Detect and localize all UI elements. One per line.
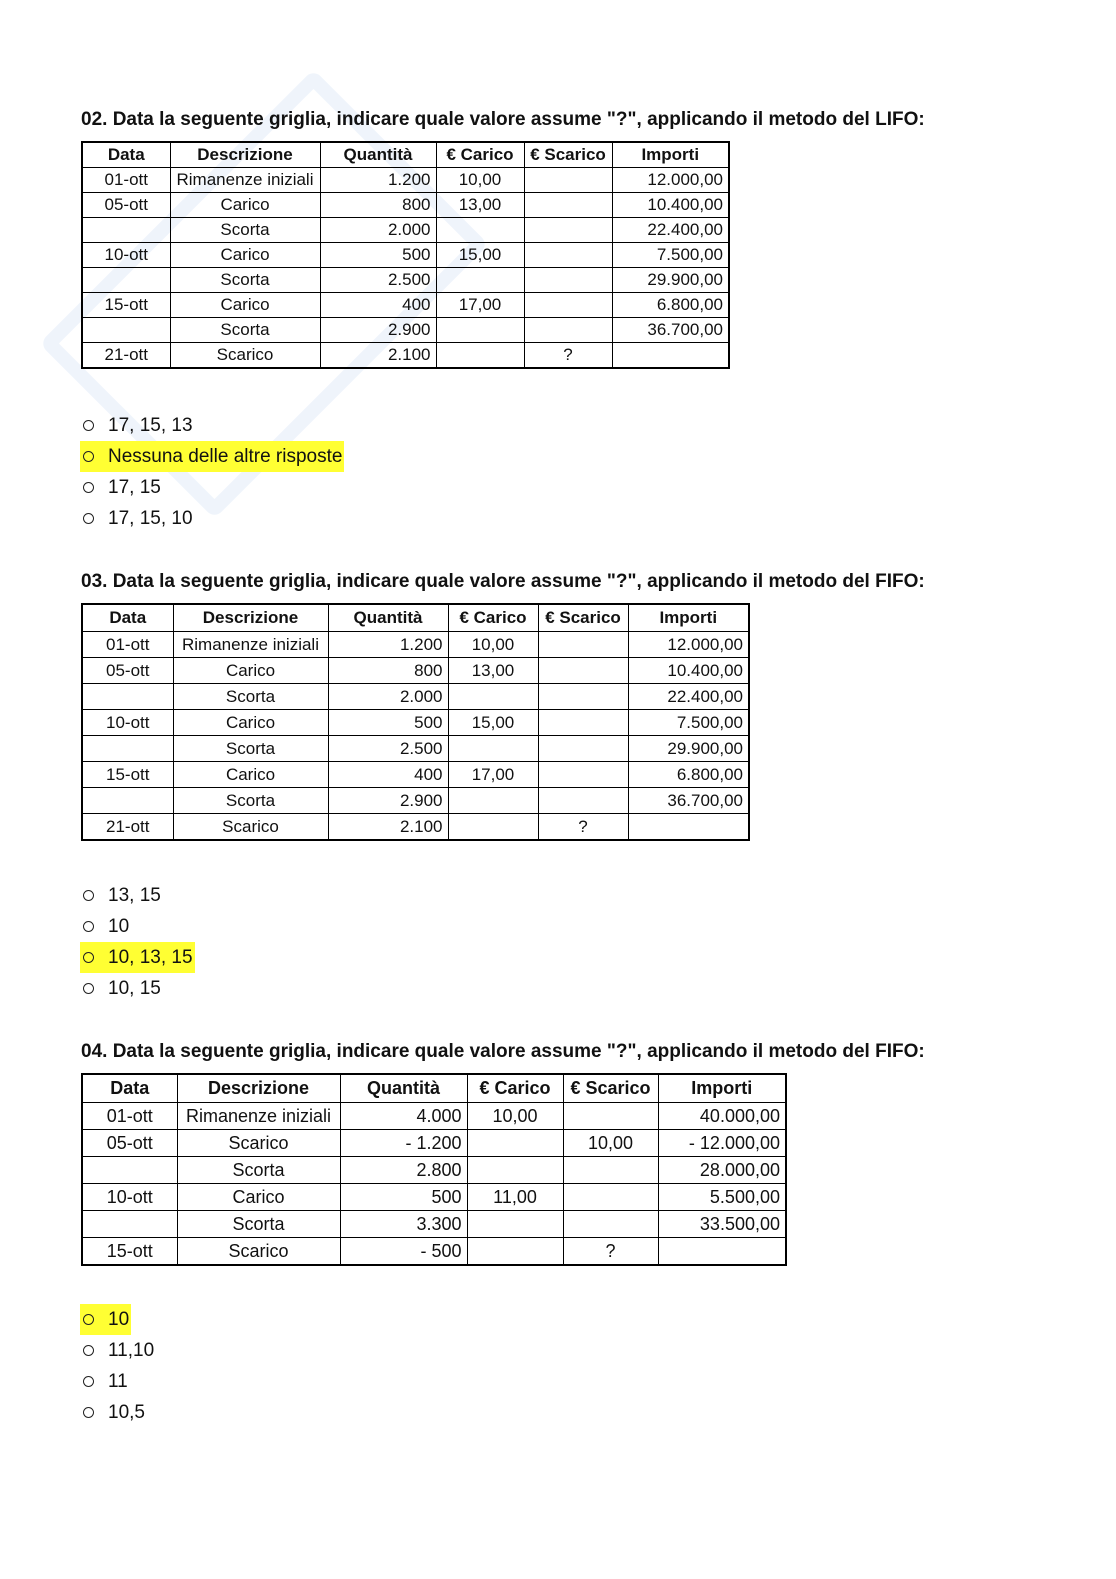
cell-quantita: 4.000	[340, 1103, 467, 1130]
header-cell: € Carico	[436, 142, 524, 168]
cell-descrizione: Scarico	[177, 1238, 340, 1266]
table-row	[82, 684, 749, 710]
cell-carico	[467, 1157, 563, 1184]
question-title: 04. Data la seguente griglia, indicare quale valore assume "?", applicando il metodo del FIFO:	[81, 1041, 925, 1062]
cell-descrizione: Scarico	[177, 1130, 340, 1157]
header-cell: Descrizione	[173, 604, 328, 632]
table-header-row	[82, 604, 749, 632]
cell-scarico	[538, 658, 628, 684]
header-cell: Descrizione	[170, 142, 320, 168]
radio-bullet-icon	[83, 952, 94, 963]
cell-scarico: ?	[563, 1238, 658, 1266]
cell-data: 15-ott	[82, 293, 170, 318]
cell-quantita: 400	[328, 762, 448, 788]
answer-options-02	[80, 410, 344, 534]
cell-scarico	[538, 736, 628, 762]
table-row	[82, 343, 729, 369]
cell-scarico: 10,00	[563, 1130, 658, 1157]
cell-quantita: 2.500	[328, 736, 448, 762]
answer-option[interactable]	[80, 911, 195, 942]
cell-carico	[436, 318, 524, 343]
option-label: 17, 15	[108, 477, 161, 498]
option-label: 10	[108, 916, 130, 937]
cell-importi: 5.500,00	[658, 1184, 786, 1211]
cell-descrizione: Carico	[173, 658, 328, 684]
cell-data: 21-ott	[82, 814, 173, 841]
radio-bullet-icon	[83, 482, 94, 493]
cell-data	[82, 684, 173, 710]
cell-descrizione: Carico	[170, 293, 320, 318]
cell-data	[82, 736, 173, 762]
cell-descrizione: Rimanenze iniziali	[173, 632, 328, 658]
cell-importi	[658, 1238, 786, 1266]
cell-data: 10-ott	[82, 710, 173, 736]
cell-data	[82, 788, 173, 814]
cell-scarico	[563, 1184, 658, 1211]
cell-importi: 12.000,00	[612, 168, 729, 193]
cell-carico	[448, 788, 538, 814]
cell-descrizione: Scarico	[170, 343, 320, 369]
cell-importi: 10.400,00	[628, 658, 749, 684]
cell-carico: 11,00	[467, 1184, 563, 1211]
cell-descrizione: Scorta	[173, 684, 328, 710]
header-cell: Quantità	[340, 1074, 467, 1103]
cell-importi: 28.000,00	[658, 1157, 786, 1184]
cell-scarico	[524, 168, 612, 193]
header-cell: Data	[82, 1074, 177, 1103]
radio-bullet-icon	[83, 451, 94, 462]
cell-carico: 15,00	[448, 710, 538, 736]
cell-quantita: 2.000	[320, 218, 436, 243]
cell-carico: 13,00	[436, 193, 524, 218]
answer-options-03	[80, 880, 195, 1004]
cell-carico: 10,00	[467, 1103, 563, 1130]
cell-quantita: 2.500	[320, 268, 436, 293]
radio-bullet-icon	[83, 890, 94, 901]
cell-carico: 10,00	[436, 168, 524, 193]
answer-option[interactable]	[80, 472, 344, 503]
header-cell: Quantità	[320, 142, 436, 168]
answer-option[interactable]	[80, 1397, 156, 1428]
cell-carico: 13,00	[448, 658, 538, 684]
cell-data	[82, 1157, 177, 1184]
answer-option[interactable]	[80, 503, 344, 534]
cell-importi: 29.900,00	[612, 268, 729, 293]
cell-importi: 10.400,00	[612, 193, 729, 218]
cell-quantita: 500	[340, 1184, 467, 1211]
cell-importi	[612, 343, 729, 369]
cell-data: 15-ott	[82, 762, 173, 788]
answer-option[interactable]	[80, 410, 344, 441]
option-label: 10	[108, 1309, 130, 1330]
cell-quantita: 1.200	[320, 168, 436, 193]
cell-data: 21-ott	[82, 343, 170, 369]
cell-data: 01-ott	[82, 632, 173, 658]
cell-importi: 6.800,00	[612, 293, 729, 318]
cell-importi: 12.000,00	[628, 632, 749, 658]
header-cell: Importi	[658, 1074, 786, 1103]
cell-importi: 7.500,00	[628, 710, 749, 736]
cell-descrizione: Scorta	[170, 318, 320, 343]
header-cell: € Carico	[448, 604, 538, 632]
cell-data	[82, 1211, 177, 1238]
cell-data: 15-ott	[82, 1238, 177, 1266]
answer-option[interactable]	[80, 1335, 156, 1366]
cell-scarico	[563, 1211, 658, 1238]
table-row	[82, 168, 729, 193]
question-02	[81, 109, 925, 369]
table-row	[82, 1211, 786, 1238]
cell-carico: 17,00	[436, 293, 524, 318]
radio-bullet-icon	[83, 1345, 94, 1356]
header-cell: Data	[82, 142, 170, 168]
question-title: 02. Data la seguente griglia, indicare quale valore assume "?", applicando il metodo del LIFO:	[81, 109, 925, 130]
option-label: 10,5	[108, 1402, 145, 1423]
cell-data: 10-ott	[82, 1184, 177, 1211]
cell-carico	[467, 1238, 563, 1266]
header-cell: Data	[82, 604, 173, 632]
answer-option[interactable]	[80, 973, 195, 1004]
header-cell: Importi	[628, 604, 749, 632]
radio-bullet-icon	[83, 420, 94, 431]
cell-data: 05-ott	[82, 658, 173, 684]
cell-importi: 6.800,00	[628, 762, 749, 788]
cell-carico	[448, 684, 538, 710]
cell-carico	[448, 814, 538, 841]
header-cell: € Scarico	[538, 604, 628, 632]
cell-importi: - 12.000,00	[658, 1130, 786, 1157]
cell-quantita: 800	[328, 658, 448, 684]
cell-importi	[628, 814, 749, 841]
table-row	[82, 736, 749, 762]
cell-scarico	[538, 684, 628, 710]
cell-data	[82, 318, 170, 343]
cell-descrizione: Scorta	[170, 218, 320, 243]
question-04	[81, 1041, 925, 1266]
inventory-table	[81, 141, 730, 369]
option-label: 11,10	[108, 1340, 155, 1361]
cell-quantita: 1.200	[328, 632, 448, 658]
table-row	[82, 710, 749, 736]
cell-scarico	[524, 318, 612, 343]
cell-scarico	[524, 218, 612, 243]
table-header-row	[82, 1074, 786, 1103]
header-cell: € Carico	[467, 1074, 563, 1103]
cell-scarico	[563, 1103, 658, 1130]
radio-bullet-icon	[83, 1407, 94, 1418]
option-label: 10, 13, 15	[108, 947, 193, 968]
cell-carico	[436, 218, 524, 243]
cell-importi: 36.700,00	[628, 788, 749, 814]
cell-data	[82, 268, 170, 293]
cell-scarico	[524, 193, 612, 218]
radio-bullet-icon	[83, 1376, 94, 1387]
cell-quantita: 500	[328, 710, 448, 736]
table-row	[82, 1130, 786, 1157]
table-row	[82, 268, 729, 293]
cell-scarico	[563, 1157, 658, 1184]
header-cell: € Scarico	[524, 142, 612, 168]
table-row	[82, 243, 729, 268]
cell-descrizione: Scorta	[170, 268, 320, 293]
header-cell: Quantità	[328, 604, 448, 632]
cell-data: 05-ott	[82, 1130, 177, 1157]
cell-quantita: 2.900	[320, 318, 436, 343]
header-cell: € Scarico	[563, 1074, 658, 1103]
cell-scarico: ?	[524, 343, 612, 369]
cell-quantita: 500	[320, 243, 436, 268]
cell-carico: 10,00	[448, 632, 538, 658]
cell-carico	[436, 343, 524, 369]
table-row	[82, 788, 749, 814]
cell-importi: 29.900,00	[628, 736, 749, 762]
cell-quantita: 2.100	[320, 343, 436, 369]
answer-option[interactable]	[80, 441, 344, 472]
table-row	[82, 1238, 786, 1266]
table-row	[82, 218, 729, 243]
table-row	[82, 762, 749, 788]
radio-bullet-icon	[83, 1314, 94, 1325]
cell-data	[82, 218, 170, 243]
cell-importi: 40.000,00	[658, 1103, 786, 1130]
option-label: Nessuna delle altre risposte	[108, 446, 343, 467]
cell-scarico	[524, 243, 612, 268]
cell-scarico	[538, 788, 628, 814]
cell-descrizione: Scorta	[173, 788, 328, 814]
cell-scarico: ?	[538, 814, 628, 841]
cell-scarico	[524, 293, 612, 318]
cell-scarico	[538, 632, 628, 658]
header-cell: Importi	[612, 142, 729, 168]
cell-descrizione: Carico	[177, 1184, 340, 1211]
cell-descrizione: Scorta	[177, 1157, 340, 1184]
option-label: 10, 15	[108, 978, 161, 999]
answer-option[interactable]	[80, 1366, 156, 1397]
table-row	[82, 1103, 786, 1130]
cell-quantita: - 500	[340, 1238, 467, 1266]
cell-carico: 17,00	[448, 762, 538, 788]
cell-carico	[467, 1130, 563, 1157]
cell-descrizione: Rimanenze iniziali	[170, 168, 320, 193]
option-label: 17, 15, 10	[108, 508, 193, 529]
table-row	[82, 814, 749, 841]
cell-quantita: 2.000	[328, 684, 448, 710]
cell-quantita: - 1.200	[340, 1130, 467, 1157]
radio-bullet-icon	[83, 983, 94, 994]
option-label: 17, 15, 13	[108, 415, 193, 436]
cell-importi: 7.500,00	[612, 243, 729, 268]
question-title: 03. Data la seguente griglia, indicare quale valore assume "?", applicando il metodo del FIFO:	[81, 571, 925, 592]
cell-quantita: 800	[320, 193, 436, 218]
cell-descrizione: Carico	[173, 762, 328, 788]
table-row	[82, 293, 729, 318]
table-header-row	[82, 142, 729, 168]
cell-descrizione: Carico	[173, 710, 328, 736]
option-label: 13, 15	[108, 885, 161, 906]
cell-importi: 22.400,00	[628, 684, 749, 710]
table-row	[82, 318, 729, 343]
cell-data: 05-ott	[82, 193, 170, 218]
cell-scarico	[524, 268, 612, 293]
inventory-table	[81, 1073, 787, 1266]
header-cell: Descrizione	[177, 1074, 340, 1103]
radio-bullet-icon	[83, 513, 94, 524]
cell-descrizione: Carico	[170, 243, 320, 268]
table-row	[82, 632, 749, 658]
table-row	[82, 193, 729, 218]
cell-data: 01-ott	[82, 1103, 177, 1130]
cell-data: 01-ott	[82, 168, 170, 193]
cell-carico	[448, 736, 538, 762]
question-03	[81, 571, 925, 841]
table-row	[82, 658, 749, 684]
cell-descrizione: Scarico	[173, 814, 328, 841]
cell-scarico	[538, 762, 628, 788]
cell-importi: 33.500,00	[658, 1211, 786, 1238]
answer-option[interactable]	[80, 880, 195, 911]
inventory-table	[81, 603, 750, 841]
cell-importi: 36.700,00	[612, 318, 729, 343]
cell-quantita: 3.300	[340, 1211, 467, 1238]
cell-quantita: 400	[320, 293, 436, 318]
cell-carico	[436, 268, 524, 293]
cell-scarico	[538, 710, 628, 736]
cell-quantita: 2.900	[328, 788, 448, 814]
table-row	[82, 1157, 786, 1184]
answer-option[interactable]	[80, 1304, 156, 1335]
radio-bullet-icon	[83, 921, 94, 932]
cell-descrizione: Rimanenze iniziali	[177, 1103, 340, 1130]
answer-option[interactable]	[80, 942, 195, 973]
cell-quantita: 2.800	[340, 1157, 467, 1184]
answer-options-04	[80, 1304, 156, 1428]
option-label: 11	[108, 1371, 128, 1392]
cell-descrizione: Scorta	[177, 1211, 340, 1238]
cell-importi: 22.400,00	[612, 218, 729, 243]
cell-descrizione: Scorta	[173, 736, 328, 762]
cell-carico: 15,00	[436, 243, 524, 268]
cell-carico	[467, 1211, 563, 1238]
table-row	[82, 1184, 786, 1211]
cell-quantita: 2.100	[328, 814, 448, 841]
cell-data: 10-ott	[82, 243, 170, 268]
cell-descrizione: Carico	[170, 193, 320, 218]
